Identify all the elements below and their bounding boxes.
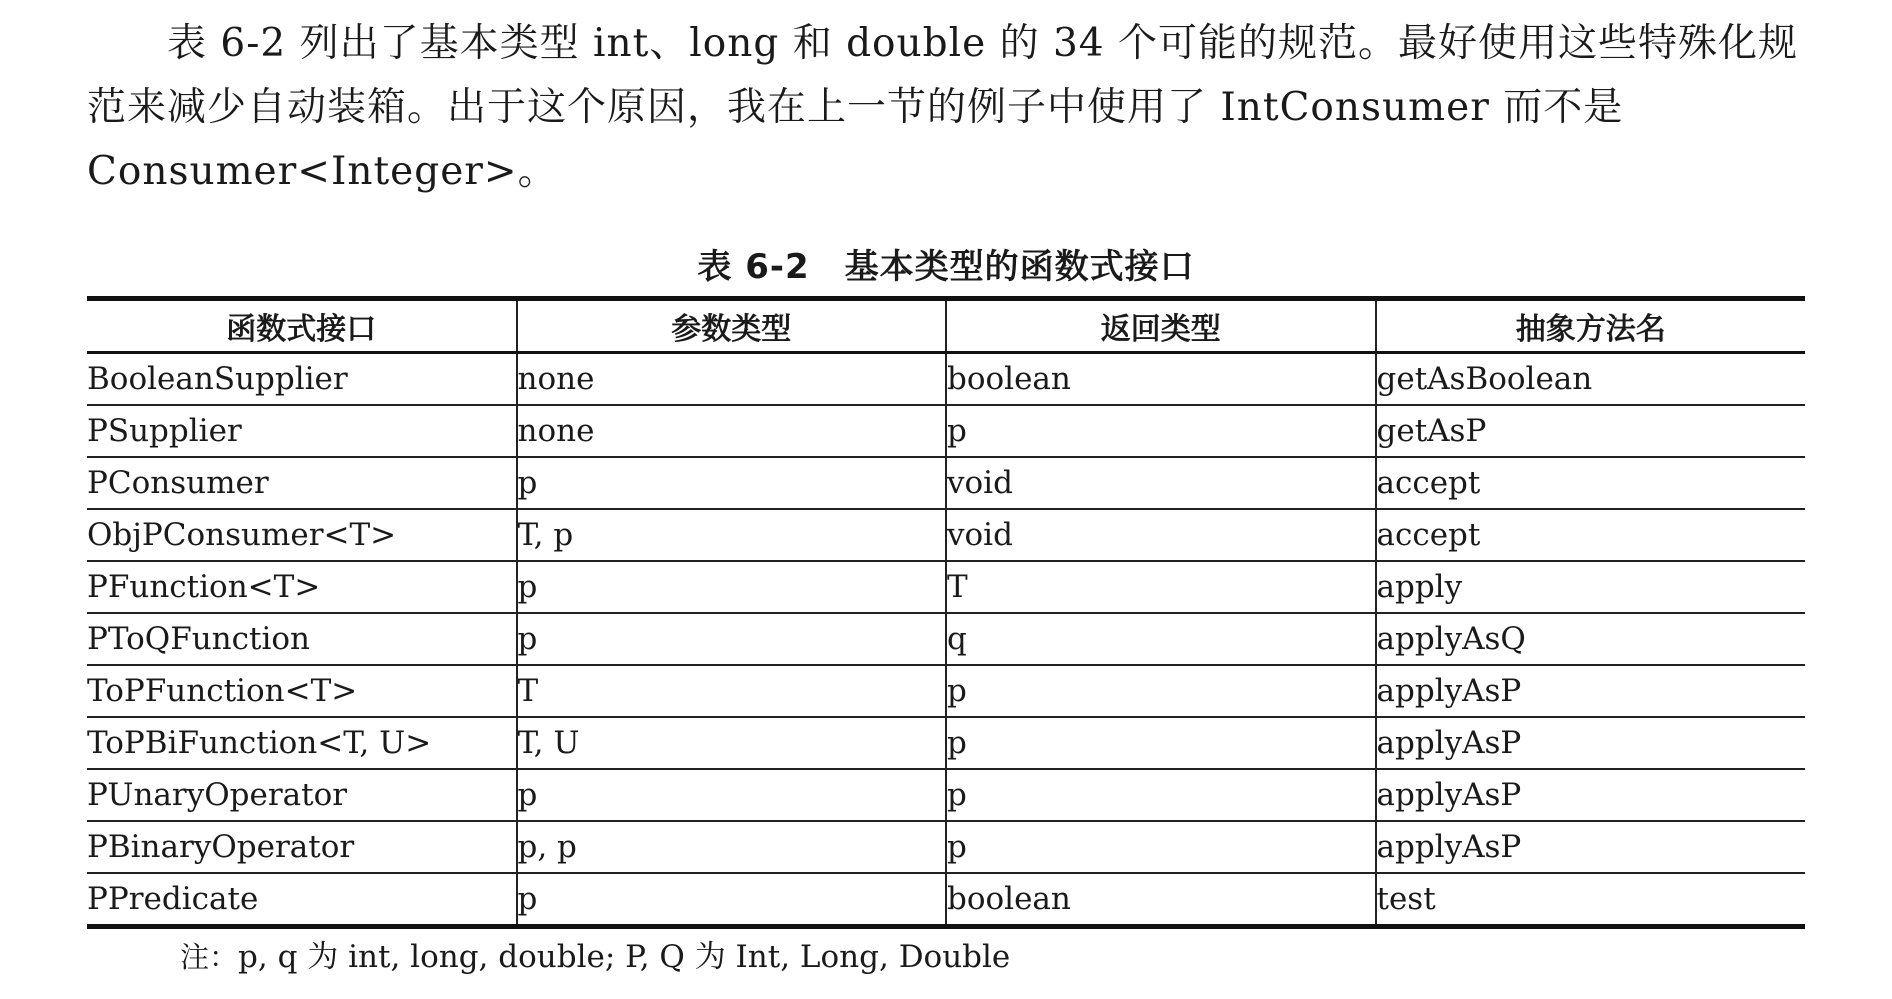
return-cell: T	[946, 561, 1376, 613]
return-cell: q	[946, 613, 1376, 665]
return-cell: p	[946, 821, 1376, 873]
method-cell: apply	[1376, 561, 1806, 613]
table-footnote	[180, 935, 1010, 979]
interface-cell: BooleanSupplier	[87, 353, 517, 406]
table-row	[87, 873, 1805, 927]
method-cell: getAsBoolean	[1376, 353, 1806, 406]
method-cell: applyAsP	[1376, 717, 1806, 769]
method-cell: test	[1376, 873, 1806, 927]
header-parameter-types: 参数类型	[517, 299, 947, 353]
table-row	[87, 613, 1805, 665]
table-row	[87, 821, 1805, 873]
footnote-text: p, q 为 int, long, double; P, Q 为 Int, Long, Double	[238, 939, 1011, 975]
intro-paragraph: 表 6-2 列出了基本类型 int、long 和 double 的 34 个可能的规范。最好使用这些特殊化规范来减少自动装箱。出于这个原因，我在上一节的例子中使用了 IntConsumer 而不是 Consumer<Integer>。	[87, 21, 1798, 194]
return-cell: void	[946, 457, 1376, 509]
interface-cell: PPredicate	[87, 873, 517, 927]
method-cell: accept	[1376, 457, 1806, 509]
table-row	[87, 561, 1805, 613]
parameter-cell: p	[517, 613, 947, 665]
method-cell: applyAsQ	[1376, 613, 1806, 665]
parameter-cell: p	[517, 769, 947, 821]
return-cell: p	[946, 769, 1376, 821]
parameter-cell: T, p	[517, 509, 947, 561]
table-caption: 表 6-2 基本类型的函数式接口	[697, 247, 1195, 287]
table-header-row	[87, 299, 1805, 353]
interface-cell: PUnaryOperator	[87, 769, 517, 821]
table-row	[87, 717, 1805, 769]
parameter-cell: p, p	[517, 821, 947, 873]
interface-cell: PBinaryOperator	[87, 821, 517, 873]
interface-cell: PFunction<T>	[87, 561, 517, 613]
table-row	[87, 509, 1805, 561]
parameter-cell: p	[517, 561, 947, 613]
method-cell: getAsP	[1376, 405, 1806, 457]
parameter-cell: T	[517, 665, 947, 717]
method-cell: applyAsP	[1376, 821, 1806, 873]
interface-cell: ToPFunction<T>	[87, 665, 517, 717]
interface-cell: PToQFunction	[87, 613, 517, 665]
table-row	[87, 405, 1805, 457]
table-row	[87, 665, 1805, 717]
return-cell: boolean	[946, 873, 1376, 927]
return-cell: p	[946, 405, 1376, 457]
method-cell: accept	[1376, 509, 1806, 561]
header-interface: 函数式接口	[87, 299, 517, 353]
return-cell: p	[946, 717, 1376, 769]
return-cell: p	[946, 665, 1376, 717]
primitive-functional-interfaces-table	[87, 296, 1805, 929]
parameter-cell: T, U	[517, 717, 947, 769]
method-cell: applyAsP	[1376, 665, 1806, 717]
return-cell: boolean	[946, 353, 1376, 406]
header-return-type: 返回类型	[946, 299, 1376, 353]
interface-cell: ToPBiFunction<T, U>	[87, 717, 517, 769]
interface-cell: PSupplier	[87, 405, 517, 457]
method-cell: applyAsP	[1376, 769, 1806, 821]
parameter-cell: none	[517, 353, 947, 406]
table-row	[87, 353, 1805, 406]
parameter-cell: p	[517, 457, 947, 509]
footnote-label: 注：	[180, 940, 239, 974]
parameter-cell: none	[517, 405, 947, 457]
table-row	[87, 457, 1805, 509]
header-method-name: 抽象方法名	[1376, 299, 1806, 353]
parameter-cell: p	[517, 873, 947, 927]
table-row	[87, 769, 1805, 821]
interface-cell: PConsumer	[87, 457, 517, 509]
return-cell: void	[946, 509, 1376, 561]
interface-cell: ObjPConsumer<T>	[87, 509, 517, 561]
